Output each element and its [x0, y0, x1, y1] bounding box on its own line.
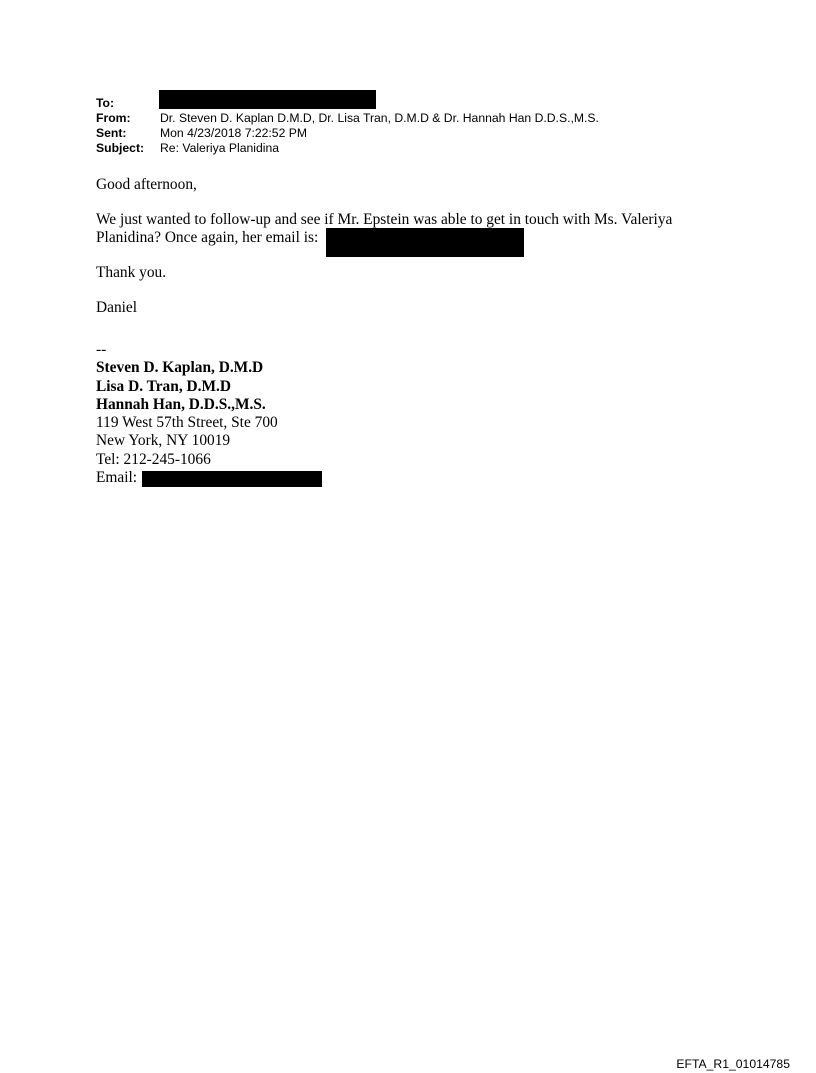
- subject-value: Re: Valeriya Planidina: [160, 141, 280, 155]
- sig-address-2: New York, NY 10019: [96, 432, 231, 450]
- sent-row: [96, 126, 599, 141]
- thanks: Thank you.: [96, 263, 167, 281]
- body-line-2: Planidina? Once again, her email is:: [96, 228, 319, 246]
- email-redaction: [326, 228, 524, 257]
- sent-label: Sent:: [96, 126, 127, 140]
- sig-name-2: Lisa D. Tran, D.M.D: [96, 377, 231, 395]
- sig-dashes: --: [96, 341, 107, 358]
- sig-name-3: Hannah Han, D.D.S.,M.S.: [96, 395, 266, 413]
- sender-name: Daniel: [96, 298, 138, 316]
- sig-tel: Tel: 212-245-1066: [96, 450, 211, 468]
- body-line-1: We just wanted to follow-up and see if Mr. Epstein was able to get in touch with Ms. Valeriya: [96, 211, 673, 228]
- sig-address-1: 119 West 57th Street, Ste 700: [96, 414, 278, 432]
- subject-label: Subject:: [96, 141, 145, 155]
- to-redaction: [159, 90, 376, 109]
- signature: [96, 341, 278, 487]
- sig-email-redaction: [142, 471, 322, 487]
- sig-name-1: Steven D. Kaplan, D.M.D: [96, 359, 264, 377]
- from-value: Dr. Steven D. Kaplan D.M.D, Dr. Lisa Tran, D.M.D & Dr. Hannah Han D.D.S.,M.S.: [160, 111, 599, 125]
- greeting: Good afternoon,: [96, 176, 197, 193]
- from-row: [96, 111, 599, 126]
- to-label: To:: [96, 96, 115, 110]
- sent-value: Mon 4/23/2018 7:22:52 PM: [160, 126, 308, 140]
- from-label: From:: [96, 111, 131, 125]
- document-id: EFTA_R1_01014785: [676, 1057, 790, 1071]
- sig-email-label: Email:: [96, 469, 138, 487]
- subject-row: [96, 141, 599, 156]
